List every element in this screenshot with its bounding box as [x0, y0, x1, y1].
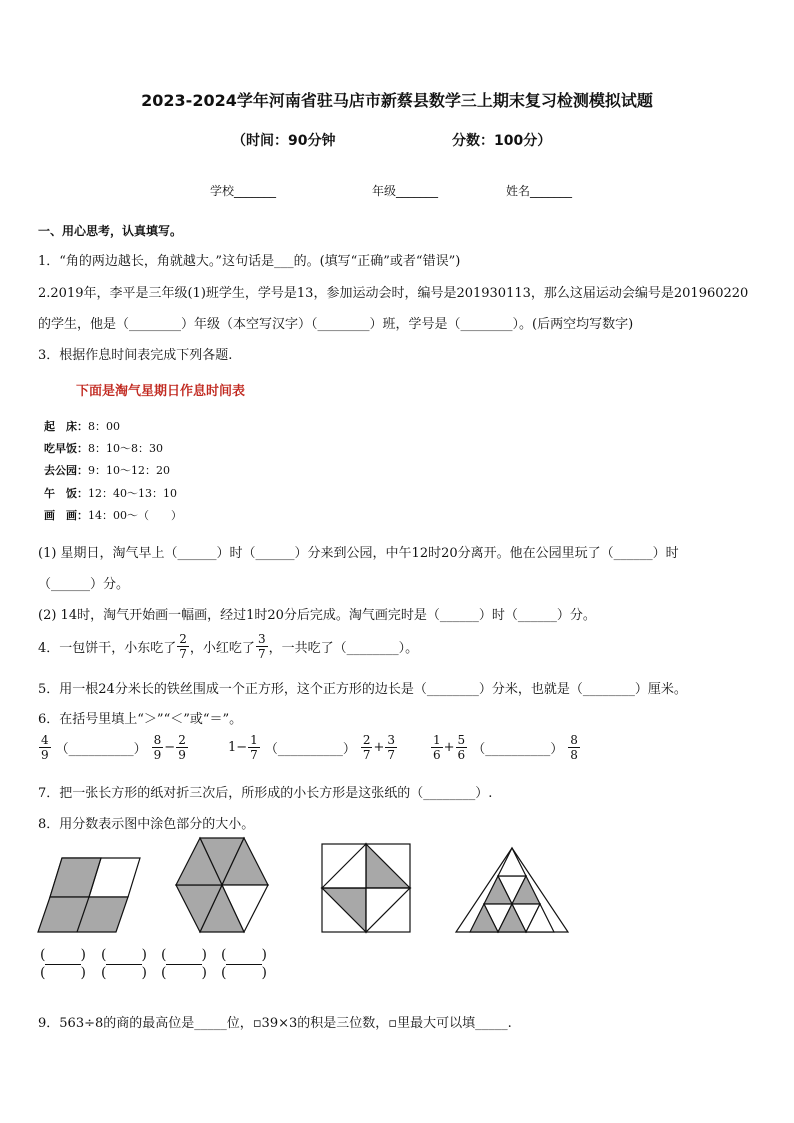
score-label: 分数：100分）	[452, 133, 552, 149]
section-heading: 一、用心思考，认真填写。	[38, 224, 183, 238]
question-2-line2: 的学生，他是（________）年级（本空写汉字）（________）班，学号是（________）。(后两空均写数字)	[38, 317, 634, 332]
schedule-row: 午 饭：12：40～13：10	[44, 487, 177, 500]
question-7: 7．把一张长方形的纸对折三次后，所形成的小长方形是这张纸的（________）.	[38, 786, 493, 801]
schedule-row: 吃早饭：8：10～8：30	[44, 442, 163, 455]
question-2-line1: 2.2019年，李平是三年级(1)班学生，学号是13，参加运动会时，编号是201930113，那么这届运动会编号是201960220	[38, 286, 749, 301]
schedule-row: 去公园：9：10～12：20	[44, 464, 170, 477]
hexagon-figure	[172, 836, 272, 934]
answer-fraction-blank[interactable]: ( ) ( )	[161, 947, 207, 981]
compare-expr-3: $\frac{1}{6}$ + $\frac{5}{6}$ （__________） $\frac{8}{8}$	[433, 733, 578, 762]
question-6: 6．在括号里填上“＞”“＜”或“＝”。	[38, 712, 243, 727]
question-4: 4．一包饼干，小东吃了 $\frac{2}{7}$ ，小红吃了 $\frac{3}{7}$ ，一共吃了（________）。	[38, 632, 419, 661]
question-5: 5．用一根24分米长的铁丝围成一个正方形，这个正方形的边长是（________）分米，也就是（________）厘米。	[38, 682, 687, 697]
question-3-sub1-line2: （______）分。	[38, 577, 130, 592]
schedule-row: 起 床：8：00	[44, 420, 120, 433]
exam-title: 2023-2024学年河南省驻马店市新蔡县数学三上期末复习检测模拟试题	[141, 91, 653, 110]
question-3-sub1-line1: (1) 星期日，淘气早上（______）时（______）分来到公园，中午12时20分离开。他在公园里玩了（______）时	[38, 546, 679, 561]
question-3-sub2: (2) 14时，淘气开始画一幅画，经过1时20分后完成。淘气画完时是（______）时（______）分。	[38, 608, 596, 623]
school-field: 学校_______	[210, 184, 277, 198]
compare-expr-2: 1− $\frac{1}{7}$ （__________） $\frac{2}{7}$ + $\frac{3}{7}$	[228, 733, 396, 762]
triangle-figure	[454, 846, 570, 936]
question-1: 1．“角的两边越长，角就越大。”这句话是___的。(填写“正确”或者“错误”)	[38, 254, 461, 269]
name-field: 姓名_______	[506, 184, 573, 198]
grade-field: 年级_______	[372, 184, 439, 198]
question-8: 8．用分数表示图中涂色部分的大小。	[38, 817, 255, 832]
parallelogram-figure	[36, 840, 146, 936]
answer-fraction-blank[interactable]: ( ) ( )	[101, 947, 147, 981]
compare-expr-1: $\frac{4}{9}$ （__________） $\frac{8}{9}$ − $\frac{2}{9}$	[41, 733, 186, 762]
schedule-row: 画 画：14：00～（ ）	[44, 509, 182, 522]
answer-fraction-blank[interactable]: ( ) ( )	[221, 947, 267, 981]
question-3: 3．根据作息时间表完成下列各题.	[38, 348, 233, 363]
fraction: $\frac{2}{7}$	[179, 632, 187, 661]
answer-fraction-blank[interactable]: ( ) ( )	[40, 947, 86, 981]
time-label: （时间：90分钟	[232, 133, 336, 149]
square-figure	[320, 842, 414, 936]
fraction: $\frac{3}{7}$	[257, 632, 266, 661]
schedule-title: 下面是淘气星期日作息时间表	[76, 384, 246, 399]
question-9: 9．563÷8的商的最高位是_____位，▫39×3的积是三位数，▫里最大可以填_____.	[38, 1016, 512, 1031]
